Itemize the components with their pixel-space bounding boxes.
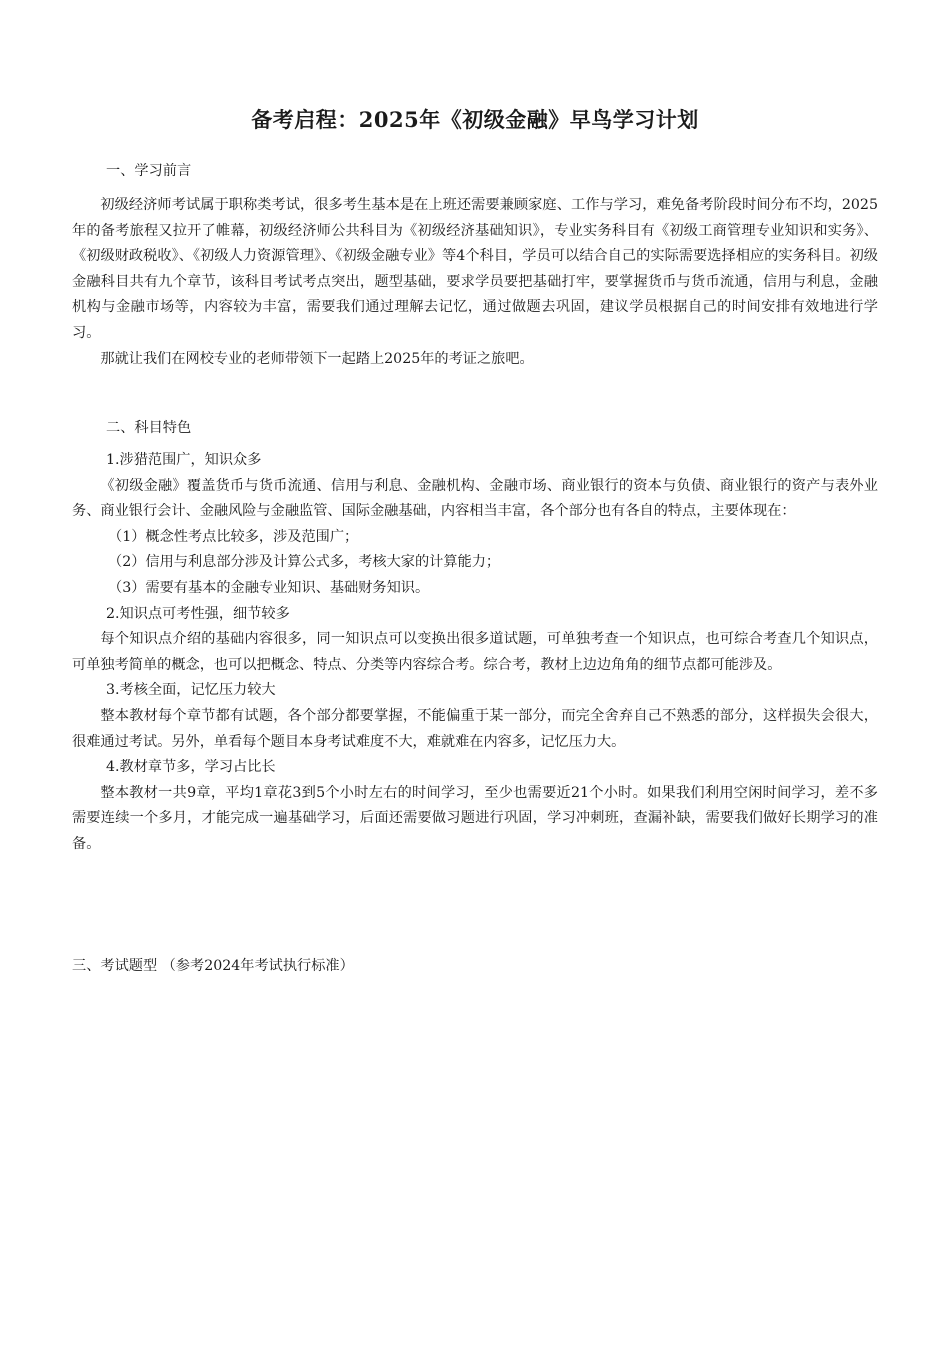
feature-point-text: 整本教材一共9章，平均1章花3到5个小时左右的时间学习，至少也需要近21个小时。如果我们利用空闲时间学习，差不多需要连续一个多月，才能完成一遍基础学习，后面还需要做习题进行巩固，学习冲刺班，查漏补缺，需要我们做好长期学习的准备。 [72, 784, 878, 852]
preface-paragraph: 那就让我们在网校专业的老师带领下一起踏上2025年的考证之旅吧。 [100, 350, 534, 367]
section-heading-exam-types: 三、考试题型 （参考2024年考试执行标准） [72, 958, 354, 974]
feature-list-item: （1）概念性考点比较多，涉及范围广； [108, 528, 359, 545]
feature-list-item: （3）需要有基本的金融专业知识、基础财务知识。 [108, 579, 430, 596]
section-heading-features: 二、科目特色 [106, 420, 192, 436]
feature-point-heading: 4.教材章节多，学习占比长 [106, 759, 276, 776]
section-preface-body [72, 193, 878, 372]
feature-point-text: 每个知识点介绍的基础内容很多，同一知识点可以变换出很多道试题，可单独考查一个知识点，也可综合考查几个知识点，可单独考简单的概念，也可以把概念、特点、分类等内容综合考。综合考，教材上边边角角的细节点都可能涉及。 [72, 631, 878, 673]
preface-paragraph: 初级经济师考试属于职称类考试，很多考生基本是在上班还需要兼顾家庭、工作与学习，难免备考阶段时间分布不均，2025年的备考旅程又拉开了帷幕，初级经济师公共科目为《初级经济基础知识》，专业实务科目有《初级工商管理专业知识和实务》、《初级财政税收》、《初级人力资源管理》、《初级金融专业》等4个科目，学员可以结合自己的实际需要选择相应的实务科目。初级金融科目共有九个章节，该科目考试考点突出，题型基础，要求学员要把基础打牢，要掌握货币与货币流通，信用与利息，金融机构与金融市场等，内容较为丰富，需要我们通过理解去记忆，通过做题去巩固，建议学员根据自己的时间安排有效地进行学习。 [72, 197, 878, 341]
feature-point-heading: 1.涉猎范围广，知识众多 [106, 452, 262, 468]
section-features-body [72, 448, 878, 858]
feature-point-text: 《初级金融》覆盖货币与货币流通、信用与利息、金融机构、金融市场、商业银行的资本与负债、商业银行的资产与表外业务、商业银行会计、金融风险与金融监管、国际金融基础，内容相当丰富，各个部分也有各自的特点，主要体现在： [72, 477, 878, 520]
feature-point-heading: 2.知识点可考性强，细节较多 [106, 605, 290, 622]
section-heading-preface: 一、学习前言 [106, 163, 192, 179]
feature-list-item: （2）信用与利息部分涉及计算公式多，考核大家的计算能力； [108, 554, 501, 571]
feature-point-heading: 3.考核全面，记忆压力较大 [106, 682, 276, 699]
feature-point-text: 整本教材每个章节都有试题，各个部分都要掌握，不能偏重于某一部分，而完全舍弃自己不熟悉的部分，这样损失会很大，很难通过考试。另外，单看每个题目本身考试难度不大，难就难在内容多，记忆压力大。 [72, 707, 878, 750]
document-title: 备考启程：2025年《初级金融》早鸟学习计划 [251, 107, 699, 132]
